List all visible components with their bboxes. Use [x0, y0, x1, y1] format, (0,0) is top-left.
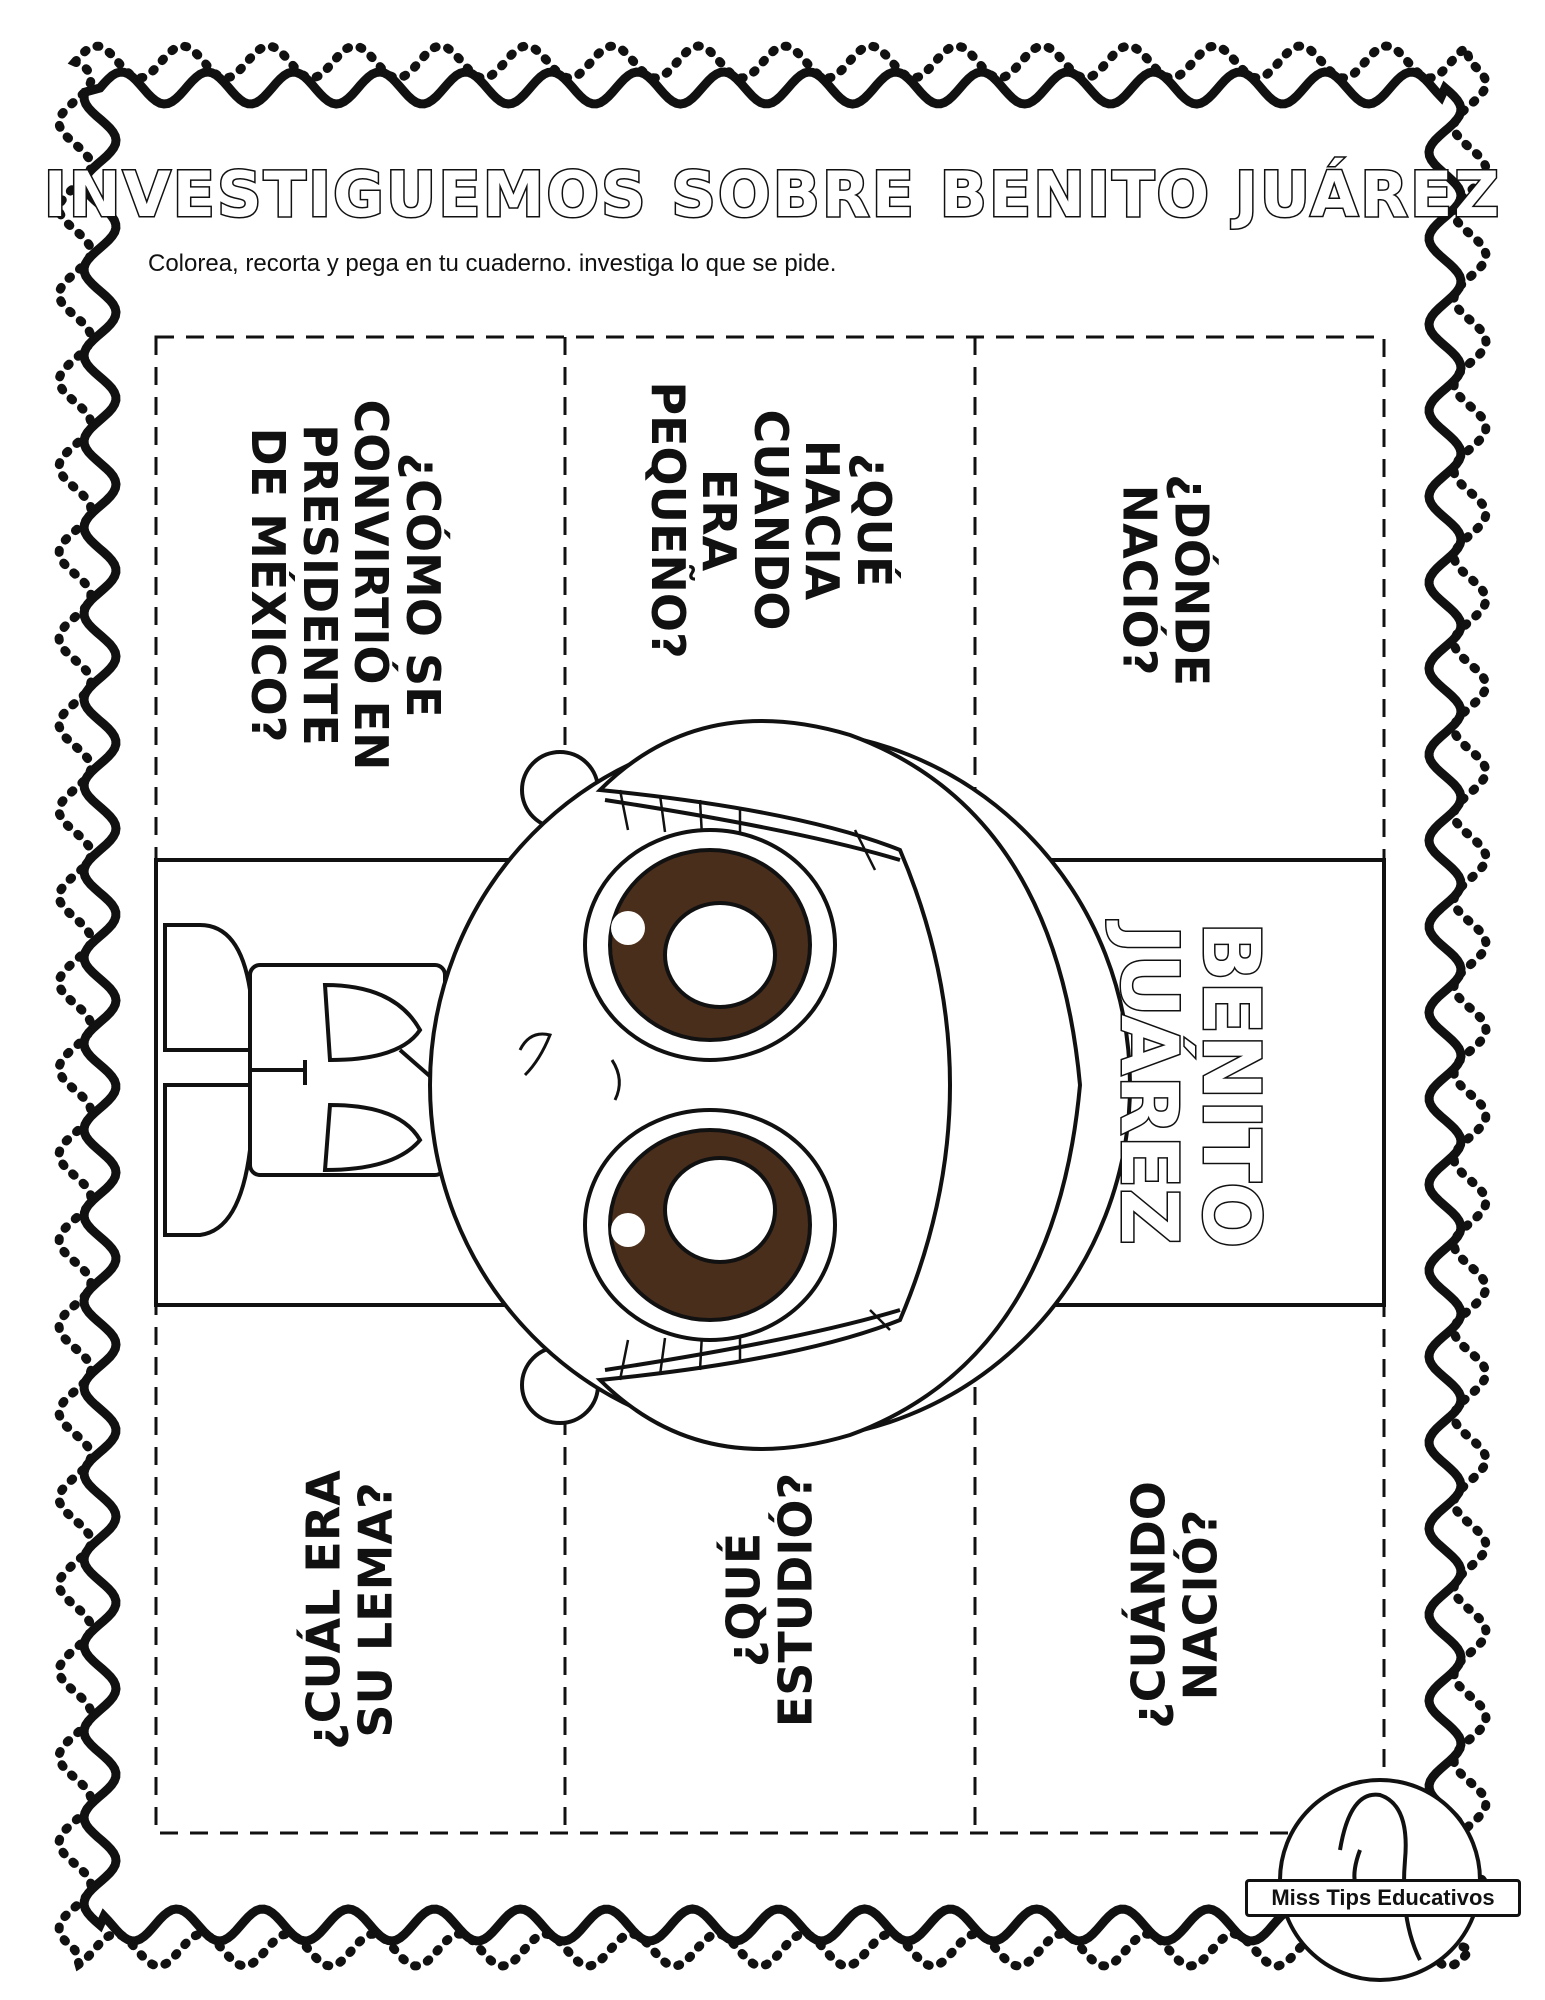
question-pequeno: ¿QUÉ HACIA CUANDO ERA PEQUEÑO? — [640, 381, 901, 659]
page-title: INVESTIGUEMOS SOBRE BENITO JUÁREZ — [43, 158, 1502, 231]
question-lema: ¿CUÁL ERA SU LEMA? — [296, 1470, 402, 1750]
boy-head — [430, 721, 1130, 1449]
question-cuando-nacio: ¿CUÁNDO NACIÓ? — [1121, 1481, 1227, 1729]
question-donde-nacio: ¿DÓNDE NACIÓ? — [1113, 473, 1219, 687]
question-estudio: ¿QUÉ ESTUDIÓ? — [716, 1472, 822, 1728]
question-presidente: ¿CÓMO SE CONVIRTIÓ EN PRESIDENTE DE MÉXICO? — [241, 399, 451, 771]
instructions: Colorea, recorta y pega en tu cuaderno. investiga lo que se pide. — [148, 250, 837, 277]
name-label: BENITO JUÁREZ — [1103, 921, 1275, 1249]
brand-label: Miss Tips Educativos — [1245, 1879, 1521, 1917]
